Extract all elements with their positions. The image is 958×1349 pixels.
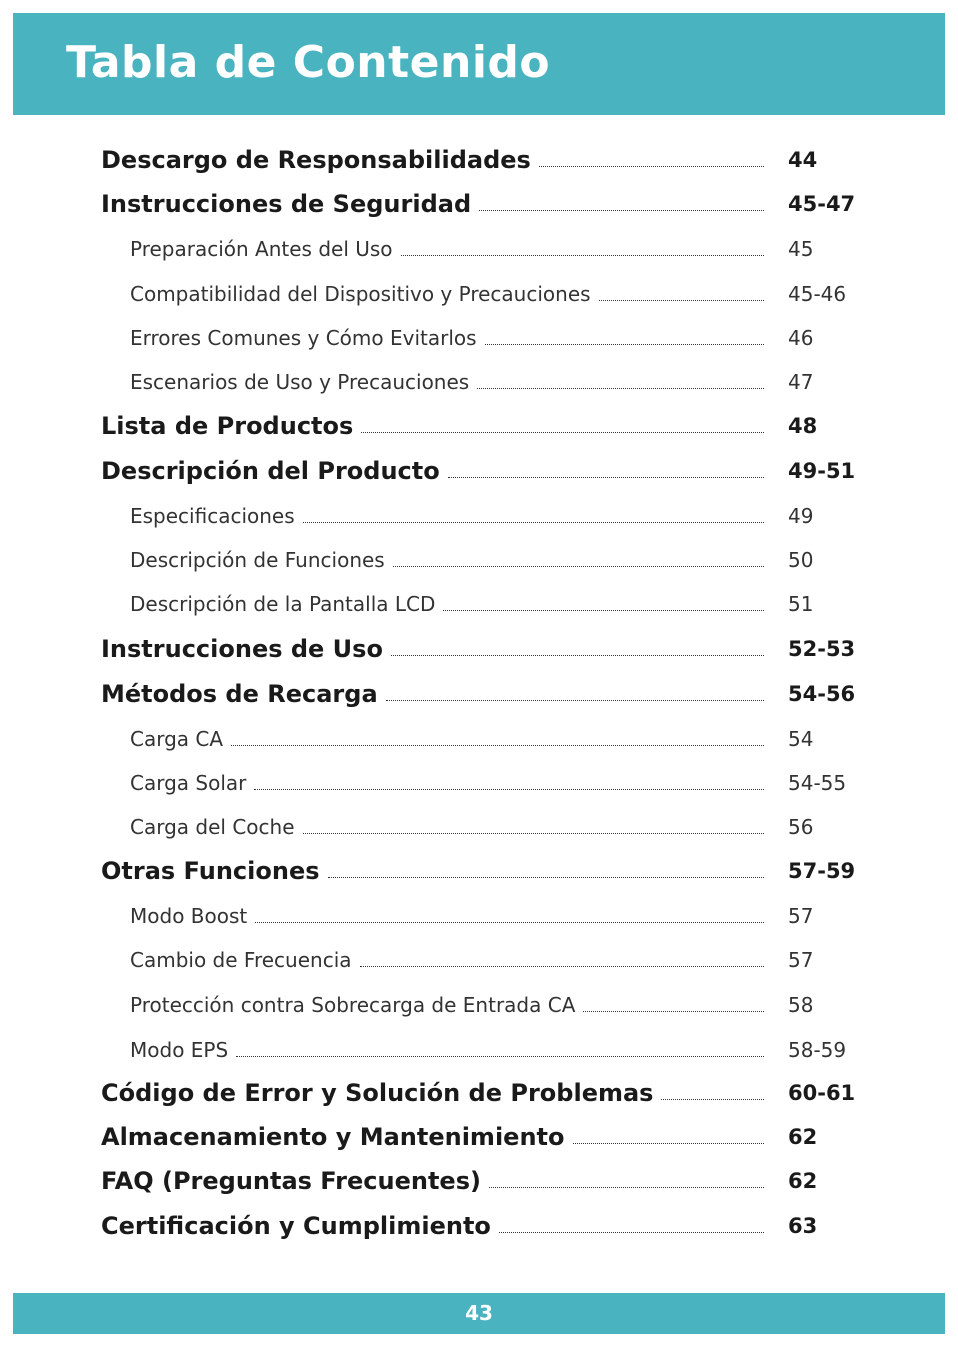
toc-entry-title: Carga CA — [130, 727, 224, 751]
toc-entry-page: 57 — [788, 904, 814, 928]
toc-entry-page: 48 — [788, 414, 818, 438]
dot-leader — [499, 1232, 764, 1233]
toc-entry[interactable] — [0, 496, 958, 536]
dot-leader — [254, 789, 764, 790]
toc-entry-title: Instrucciones de Seguridad — [101, 190, 472, 218]
toc-entry[interactable] — [0, 1117, 958, 1157]
toc-entry-title: Descargo de Responsabilidades — [101, 146, 531, 174]
toc-entry-title: Carga Solar — [130, 771, 247, 795]
toc-entry[interactable] — [0, 763, 958, 803]
toc-entry[interactable] — [0, 540, 958, 580]
dot-leader — [479, 210, 764, 211]
toc-entry[interactable] — [0, 1030, 958, 1070]
toc-entry-title: Especificaciones — [130, 504, 295, 528]
toc-entry-page: 58 — [788, 993, 814, 1017]
footer-banner — [13, 1293, 945, 1334]
dot-leader — [360, 966, 764, 967]
toc-entry-title: Certificación y Cumplimiento — [101, 1212, 491, 1240]
toc-entry[interactable] — [0, 362, 958, 402]
dot-leader — [303, 833, 764, 834]
dot-leader — [599, 300, 764, 301]
toc-entry-title: Métodos de Recarga — [101, 680, 378, 708]
toc-entry[interactable] — [0, 674, 958, 714]
dot-leader — [401, 255, 764, 256]
dot-leader — [386, 700, 764, 701]
toc-entry-page: 49 — [788, 504, 814, 528]
toc-entry-page: 60-61 — [788, 1081, 856, 1105]
dot-leader — [583, 1011, 764, 1012]
toc-entry[interactable] — [0, 184, 958, 224]
toc-entry[interactable] — [0, 719, 958, 759]
dot-leader — [236, 1056, 764, 1057]
toc-entry-page: 50 — [788, 548, 814, 572]
toc-entry-title: Descripción del Producto — [101, 457, 440, 485]
toc-entry-title: Compatibilidad del Dispositivo y Precauciones — [130, 282, 591, 306]
toc-entry-title: Protección contra Sobrecarga de Entrada CA — [130, 993, 576, 1017]
toc-entry-title: Descripción de la Pantalla LCD — [130, 592, 436, 616]
toc-entry-page: 46 — [788, 326, 814, 350]
toc-entry[interactable] — [0, 451, 958, 491]
toc-entry-page: 56 — [788, 815, 814, 839]
toc-entry-page: 49-51 — [788, 459, 856, 483]
toc-entry-page: 57 — [788, 948, 814, 972]
toc-entry-page: 62 — [788, 1169, 818, 1193]
dot-leader — [393, 566, 764, 567]
toc-entry[interactable] — [0, 985, 958, 1025]
dot-leader — [255, 922, 764, 923]
toc-entry-title: Lista de Productos — [101, 412, 354, 440]
dot-leader — [361, 432, 764, 433]
dot-leader — [231, 745, 764, 746]
toc-entry[interactable] — [0, 1161, 958, 1201]
toc-entry[interactable] — [0, 1206, 958, 1246]
toc-entry[interactable] — [0, 940, 958, 980]
toc-entry-page: 47 — [788, 370, 814, 394]
toc-entry-title: Modo Boost — [130, 904, 248, 928]
toc-entry-title: Código de Error y Solución de Problemas — [101, 1079, 654, 1107]
toc-entry[interactable] — [0, 896, 958, 936]
toc-entry-page: 51 — [788, 592, 814, 616]
toc-entry-title: Preparación Antes del Uso — [130, 237, 393, 261]
dot-leader — [443, 610, 764, 611]
toc-entry[interactable] — [0, 629, 958, 669]
toc-entry-title: Otras Funciones — [101, 857, 320, 885]
toc-entry-page: 54-56 — [788, 682, 856, 706]
page-number: 43 — [465, 1301, 493, 1325]
toc-entry[interactable] — [0, 1073, 958, 1113]
page-title: Tabla de Contenido — [66, 37, 551, 88]
dot-leader — [328, 877, 764, 878]
toc-entry-page: 52-53 — [788, 637, 856, 661]
dot-leader — [573, 1143, 764, 1144]
toc-entry-page: 62 — [788, 1125, 818, 1149]
dot-leader — [489, 1187, 764, 1188]
toc-entry[interactable] — [0, 229, 958, 269]
toc-entry-page: 63 — [788, 1214, 818, 1238]
toc-entry[interactable] — [0, 318, 958, 358]
dot-leader — [661, 1099, 764, 1100]
toc-entry-page: 44 — [788, 148, 818, 172]
toc-entry-page: 45-47 — [788, 192, 856, 216]
toc-entry-page: 54 — [788, 727, 814, 751]
toc-entry-title: Errores Comunes y Cómo Evitarlos — [130, 326, 477, 350]
toc-entry[interactable] — [0, 274, 958, 314]
toc-entry-page: 45 — [788, 237, 814, 261]
toc-entry-title: Instrucciones de Uso — [101, 635, 383, 663]
toc-entry-page: 54-55 — [788, 771, 847, 795]
dot-leader — [539, 166, 764, 167]
toc-entry[interactable] — [0, 584, 958, 624]
toc-entry-title: Descripción de Funciones — [130, 548, 385, 572]
toc-entry[interactable] — [0, 140, 958, 180]
dot-leader — [391, 655, 764, 656]
toc-entry[interactable] — [0, 406, 958, 446]
toc-entry-title: FAQ (Preguntas Frecuentes) — [101, 1167, 481, 1195]
dot-leader — [485, 344, 764, 345]
toc-entry-title: Almacenamiento y Mantenimiento — [101, 1123, 565, 1151]
toc-entry-title: Cambio de Frecuencia — [130, 948, 352, 972]
toc-entry-page: 58-59 — [788, 1038, 847, 1062]
dot-leader — [477, 388, 764, 389]
toc-entry-title: Carga del Coche — [130, 815, 295, 839]
toc-entry-title: Modo EPS — [130, 1038, 229, 1062]
dot-leader — [303, 522, 764, 523]
toc-entry-page: 45-46 — [788, 282, 847, 306]
toc-entry[interactable] — [0, 807, 958, 847]
toc-entry-title: Escenarios de Uso y Precauciones — [130, 370, 470, 394]
dot-leader — [448, 477, 764, 478]
toc-entry[interactable] — [0, 851, 958, 891]
toc-entry-page: 57-59 — [788, 859, 856, 883]
